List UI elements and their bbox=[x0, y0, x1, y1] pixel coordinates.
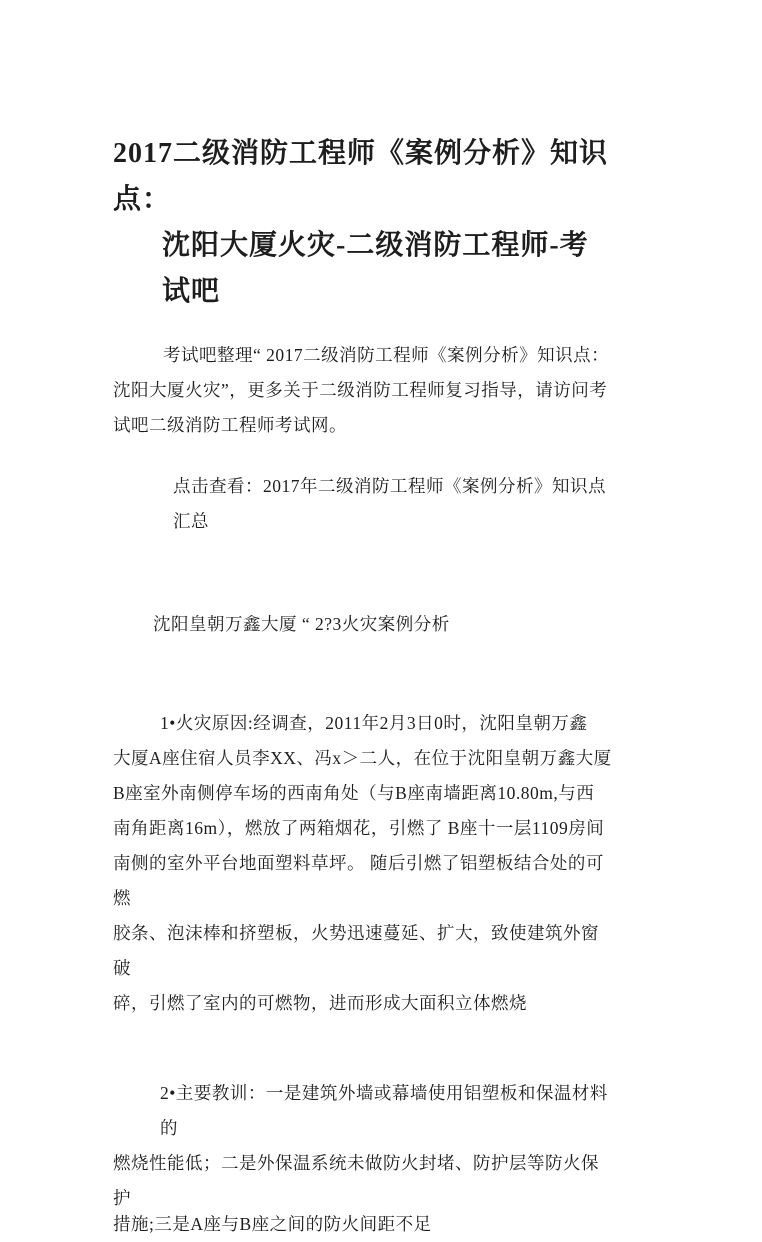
cause-line-7: 碎，引燃了室内的可燃物，进而形成大面积立体燃烧 bbox=[113, 993, 527, 1013]
document-title bbox=[113, 131, 614, 315]
fire-cause-paragraph bbox=[113, 706, 614, 1021]
view-summary-link[interactable]: 点击查看：2017年二级消防工程师《案例分析》知识点 汇总 bbox=[173, 476, 606, 531]
title-line-1: 2017二级消防工程师《案例分析》知识点： bbox=[113, 138, 609, 215]
cause-line-2: 大厦A座住宿人员李XX、冯x＞二人，在位于沈阳皇朝万鑫大厦 bbox=[113, 748, 612, 768]
cause-line-1: 1•火灾原因:经调查，2011年2月3日0时，沈阳皇朝万鑫 bbox=[160, 713, 588, 733]
case-heading: 沈阳皇朝万鑫大厦 “ 2?3火灾案例分析 bbox=[153, 614, 450, 634]
main-lessons-paragraph bbox=[113, 1076, 614, 1242]
cause-line-4: 南角距离16m），燃放了两箱烟花，引燃了 B座十一层1109房间 bbox=[113, 818, 605, 838]
lessons-line-1: 2•主要教训：一是建筑外墙或幕墙使用铝塑板和保温材料的 bbox=[160, 1083, 608, 1138]
intro-line-3: 试吧二级消防工程师考试网。 bbox=[113, 415, 347, 435]
lessons-line-2: 燃烧性能低；二是外保温系统未做防火封堵、防护层等防火保护 bbox=[113, 1153, 599, 1208]
title-line-2: 沈阳大厦火灾-二级消防工程师-考试吧 bbox=[162, 230, 589, 307]
cause-line-5: 南侧的室外平台地面塑料草坪。 随后引燃了铝塑板结合处的可燃 bbox=[113, 853, 604, 908]
cause-line-3: B座室外南侧停车场的西南角处（与B座南墙距离10.80m,与西 bbox=[113, 783, 595, 803]
intro-line-2: 沈阳大厦火灾”，更多关于二级消防工程师复习指导，请访问考 bbox=[113, 380, 608, 400]
document-content bbox=[113, 0, 614, 1242]
intro-paragraph bbox=[113, 338, 614, 443]
cause-line-6: 胶条、泡沫棒和挤塑板，火势迅速蔓延、扩大，致使建筑外窗破 bbox=[113, 923, 599, 978]
intro-line-1: 考试吧整理“ 2017二级消防工程师《案例分析》知识点： bbox=[163, 345, 610, 365]
lessons-line-3: 措施;三是A座与B座之间的防火间距不足 bbox=[113, 1214, 432, 1234]
